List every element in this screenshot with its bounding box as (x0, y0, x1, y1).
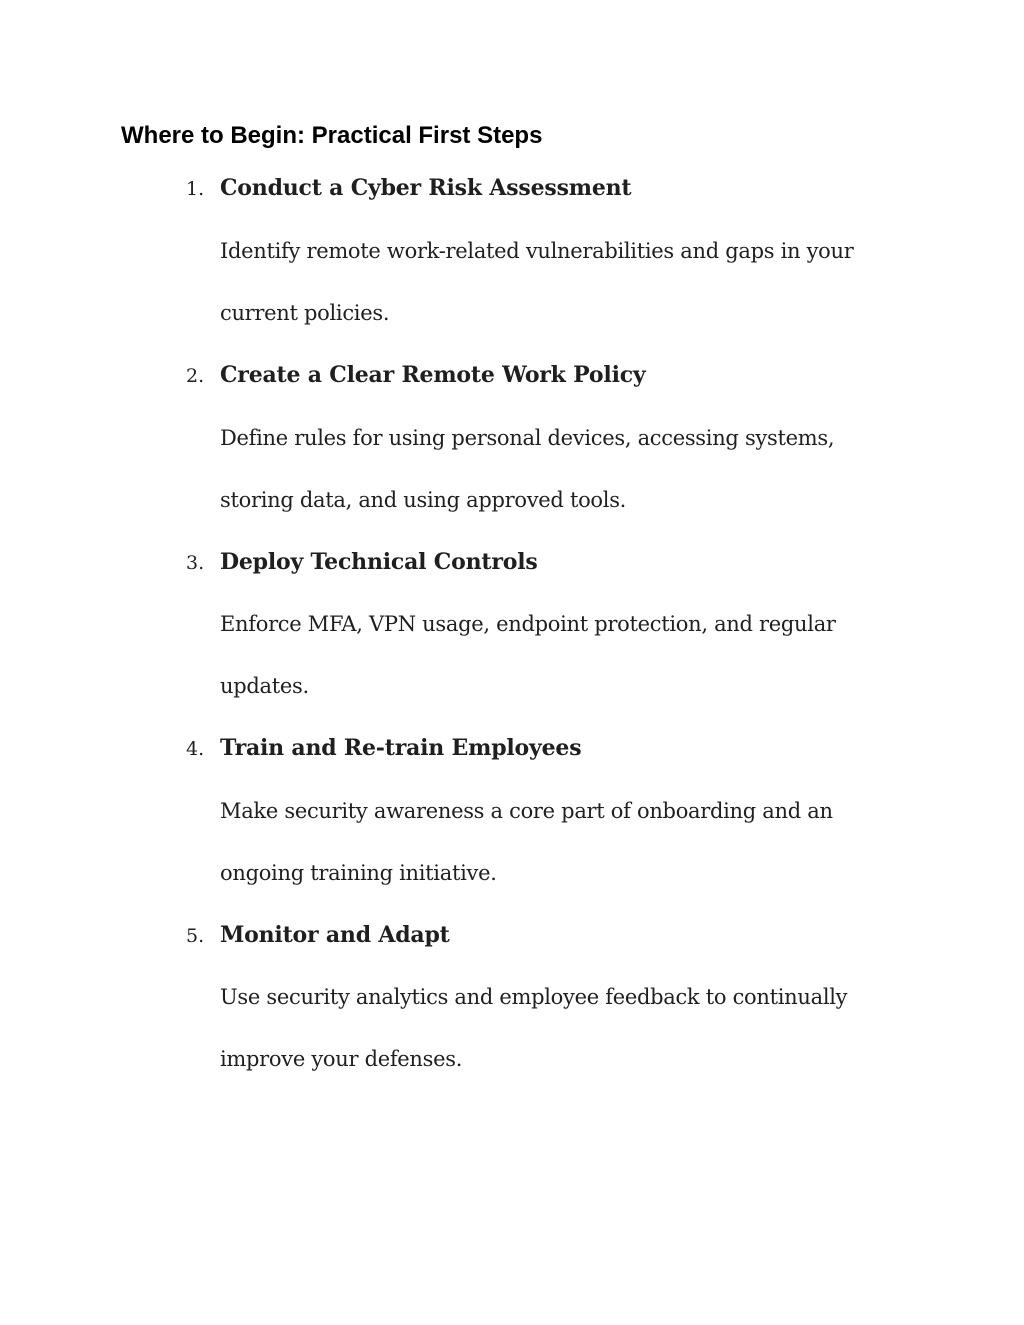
step-title: Deploy Technical Controls (220, 549, 538, 575)
step-number: 4. (186, 738, 205, 760)
step-description: Make security awareness a core part of onboarding and an ongoing training initiative. (220, 799, 833, 885)
step-number: 1. (186, 178, 205, 200)
step-title: Conduct a Cyber Risk Assessment (220, 175, 632, 201)
step-title: Monitor and Adapt (220, 922, 450, 948)
section-heading: Where to Begin: Practical First Steps (121, 122, 543, 149)
step-number: 2. (186, 365, 205, 387)
step-title: Train and Re-train Employees (220, 735, 582, 761)
step-title: Create a Clear Remote Work Policy (220, 362, 646, 388)
step-description: Enforce MFA, VPN usage, endpoint protection, and regular updates. (220, 612, 836, 698)
step-number: 5. (186, 925, 205, 947)
step-description: Identify remote work-related vulnerabilities and gaps in your current policies. (220, 239, 854, 325)
step-description: Define rules for using personal devices, accessing systems, storing data, and using approved tools. (220, 426, 835, 512)
step-number: 3. (186, 552, 205, 574)
step-description: Use security analytics and employee feedback to continually improve your defenses. (220, 985, 848, 1071)
